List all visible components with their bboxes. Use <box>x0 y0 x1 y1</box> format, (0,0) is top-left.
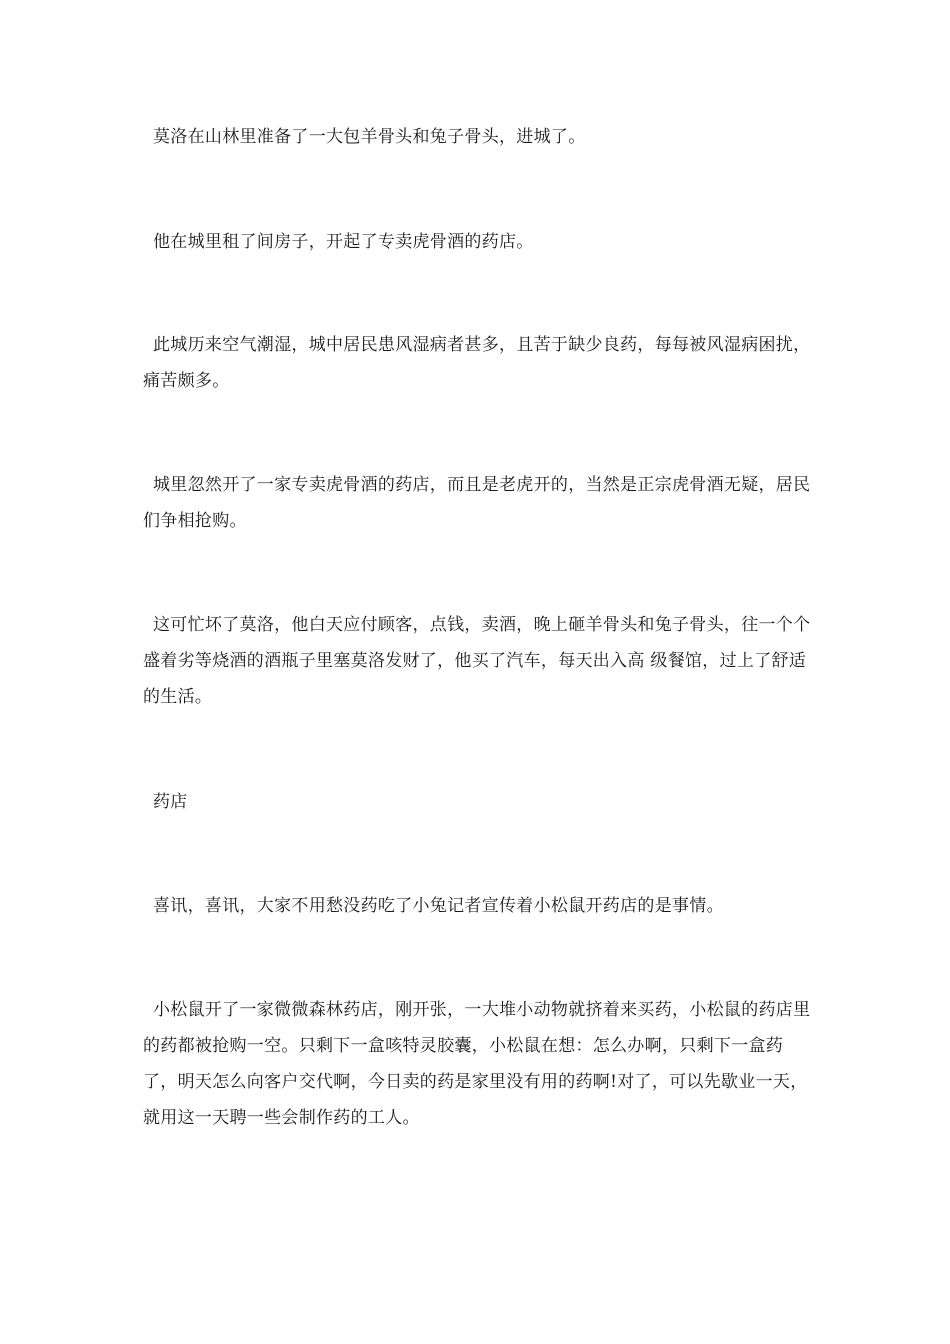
paragraph-2-text: 他在城里租了间房子，开起了专卖虎骨酒的药店。 <box>153 232 534 252</box>
paragraph-4 <box>143 467 813 539</box>
paragraph-5 <box>143 607 813 715</box>
section-heading-pharmacy <box>143 784 813 820</box>
paragraph-3-text: 此城历来空气潮湿，城中居民患风湿病者甚多，且苦于缺少良药，每每被风湿病困扰，痛苦颇多。 <box>143 335 811 391</box>
paragraph-4-text: 城里忽然开了一家专卖虎骨酒的药店，而且是老虎开的，当然是正宗虎骨酒无疑，居民们争相抢购。 <box>143 475 811 531</box>
paragraph-1-text: 莫洛在山林里准备了一大包羊骨头和兔子骨头，进城了。 <box>153 127 586 147</box>
paragraph-7-text: 小松鼠开了一家微微森林药店，刚开张，一大堆小动物就挤着来买药，小松鼠的药店里的药都被抢购一空。只剩下一盒咳特灵胶囊，小松鼠在想：怎么办啊，只剩下一盒药了，明天怎么向客户交代啊，今日卖的药是家里没有用的药啊!对了，可以先歇业一天，就用这一天聘一些会制作药的工人。 <box>143 1000 811 1128</box>
paragraph-6-text: 喜讯，喜讯，大家不用愁没药吃了小兔记者宣传着小松鼠开药店的是事情。 <box>153 896 724 916</box>
paragraph-6 <box>143 888 813 924</box>
paragraph-2 <box>143 224 813 260</box>
section-heading-text: 药店 <box>153 792 188 812</box>
paragraph-7 <box>143 992 813 1136</box>
paragraph-1 <box>143 119 813 155</box>
paragraph-5-text: 这可忙坏了莫洛，他白天应付顾客，点钱，卖酒，晚上砸羊骨头和兔子骨头，往一个个盛着劣等烧酒的酒瓶子里塞莫洛发财了，他买了汽车，每天出入高 级餐馆，过上了舒适的生活。 <box>143 615 811 707</box>
paragraph-3 <box>143 327 813 399</box>
